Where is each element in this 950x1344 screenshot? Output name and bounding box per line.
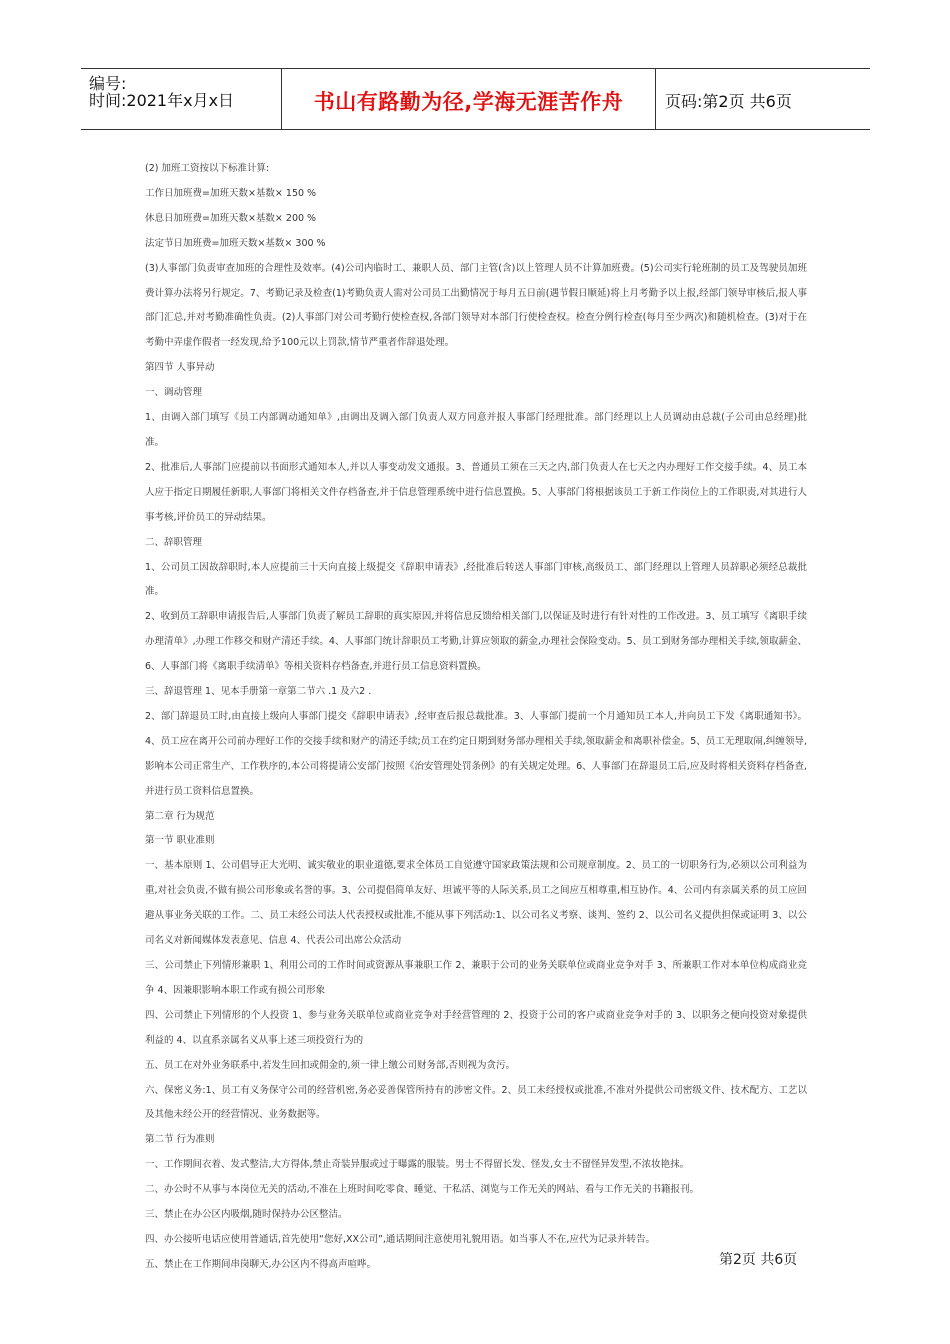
paragraph: 三、辞退管理 1、见本手册第一章第二节六 .1 及六2 . (145, 686, 372, 698)
paragraph: 休息日加班费=加班天数×基数× 200 % (145, 212, 317, 224)
paragraph: 法定节日加班费=加班天数×基数× 300 % (145, 237, 326, 249)
paragraph: (3)人事部门负责审查加班的合理性及效率。(4)公司内临时工、兼职人员、部门主管(含)以上管理人员不计算加班费。(5)公司实行轮班制的员工及驾驶员加班费计算办法将另行规定。7、考勤记录及检查(1)考勤负责人需对公司员工出勤情况于每月五日前(遇节假日顺延)将上月考勤予以上报,经部门领导审核后,报人事部门汇总,并对考勤准确性负责。(2)人事部门对公司考勤行使检查权,各部门领导对本部门行使检查权。检查分例行检查(每月至少两次)和随机检查。(3)对于在考勤中弄虚作假者一经发现,给予100元以上罚款,情节严重者作辞退处理。 (145, 262, 807, 349)
paragraph: (2) 加班工资按以下标准计算: (145, 163, 270, 174)
paragraph: 四、办公接听电话应使用普通话,首先使用“您好,XX公司”,通话期间注意使用礼貌用语。如当事人不在,应代为记录并转告。 (145, 1233, 655, 1245)
paragraph: 2、收到员工辞职申请报告后,人事部门负责了解员工辞职的真实原因,并将信息反馈给相关部门,以保证及时进行有针对性的工作改进。3、员工填写《离职手续办理清单》,办理工作移交和财产清还手续。4、人事部门统计辞职员工考勤,计算应领取的薪金,办理社会保险变动。5、员工到财务部办理相关手续,领取薪金、6、人事部门将《离职手续清单》等相关资料存档备查,并进行员工信息资料置换。 (145, 611, 807, 673)
paragraph: 三、公司禁止下列情形兼职 1、利用公司的工作时间或资源从事兼职工作 2、兼职于公司的业务关联单位或商业竞争对手 3、所兼职工作对本单位构成商业竞争 4、因兼职影响本职工作或有损公司形象 (145, 960, 807, 996)
chapter-heading: 第二章 行为规范 (145, 810, 215, 822)
section-heading: 第四节 人事异动 (145, 362, 215, 374)
paragraph: 二、办公时不从事与本岗位无关的活动,不准在上班时间吃零食、睡觉、干私活、浏览与工作无关的网站、看与工作无关的书籍报刊。 (145, 1184, 700, 1196)
paragraph: 一、基本原则 1、公司倡导正大光明、诚实敬业的职业道德,要求全体员工自觉遵守国家政策法规和公司规章制度。2、员工的一切职务行为,必须以公司利益为重,对社会负责,不做有损公司形象或名誉的事。3、公司提倡简单友好、坦诚平等的人际关系,员工之间应互相尊重,相互协作。4、公司内有亲属关系的员工应回避从事业务关联的工作。二、员工未经公司法人代表授权或批准,不能从事下列活动:1、以公司名义考察、谈判、签约 2、以公司名义提供担保或证明 3、以公司名义对新闻媒体发表意见、信息 4、代表公司出席公众活动 (145, 860, 807, 947)
paragraph: 四、公司禁止下列情形的个人投资 1、参与业务关联单位或商业竞争对手经营管理的 2、投资于公司的客户或商业竞争对手的 3、以职务之便向投资对象提供利益的 4、以直系亲属名义从事上述三项投资行为的 (145, 1009, 807, 1046)
paragraph: 2、批准后,人事部门应提前以书面形式通知本人,并以人事变动发文通报。3、普通员工须在三天之内,部门负责人在七天之内办理好工作交接手续。4、员工本人应于指定日期履任新职,人事部门将相关文件存档备查,并于信息管理系统中进行信息置换。5、人事部门将根据该员工于新工作岗位上的工作职责,对其进行人事考核,评价员工的异动结果。 (145, 461, 807, 523)
paragraph: 一、工作期间衣着、发式整洁,大方得体,禁止奇装异服或过于曝露的服装。男士不得留长发、怪发,女士不留怪异发型,不浓妆艳抹。 (145, 1159, 690, 1171)
paragraph: 2、部门辞退员工时,由直接上级向人事部门提交《辞职申请表》,经审查后报总裁批准。3、人事部门提前一个月通知员工本人,并向员工下发《离职通知书》。4、员工应在离开公司前办理好工作的交接手续和财产的清还手续;员工在约定日期到财务部办理相关手续,领取薪金和离职补偿金。5、员工无理取闹,纠缠领导,影响本公司正常生产、工作秩序的,本公司将提请公安部门按照《治安管理处罚条例》的有关规定处理。6、人事部门在辞退员工后,应及时将相关资料存档备查,并进行员工资料信息置换。 (145, 710, 807, 797)
section-heading: 第一节 职业准则 (145, 835, 215, 847)
serial-number-label: 编号: (89, 74, 127, 93)
header-page-label: 页码:第2页 共6页 (665, 92, 792, 111)
paragraph: 工作日加班费=加班天数×基数× 150 % (145, 187, 317, 199)
paragraph: 五、员工在对外业务联系中,若发生回扣或佣金的,须一律上缴公司财务部,否则视为贪污。 (145, 1059, 516, 1071)
header-left-cell (81, 69, 281, 129)
section-heading: 第二节 行为准则 (145, 1134, 215, 1146)
header-right-cell (655, 69, 870, 129)
paragraph: 三、禁止在办公区内吸烟,随时保持办公区整洁。 (145, 1209, 348, 1221)
subsection-heading: 二、辞职管理 (145, 536, 203, 548)
header-motto-cell (281, 69, 656, 129)
subsection-heading: 一、调动管理 (145, 387, 203, 399)
document-body (145, 157, 807, 1278)
paragraph: 1、公司员工因故辞职时,本人应提前三十天向直接上级提交《辞职申请表》,经批准后转送人事部门审核,高级员工、部门经理以上管理人员辞职必须经总裁批准。 (145, 561, 807, 598)
paragraph: 1、由调入部门填写《员工内部调动通知单》,由调出及调入部门负责人双方同意并报人事部门经理批准。部门经理以上人员调动由总裁(子公司由总经理)批准。 (145, 412, 807, 448)
paragraph: 五、禁止在工作期间串岗聊天,办公区内不得高声喧哗。 (145, 1258, 377, 1270)
date-label: 时间:2021年x月x日 (89, 91, 235, 110)
page-header (81, 68, 870, 130)
paragraph: 六、保密义务:1、员工有义务保守公司的经营机密,务必妥善保管所持有的涉密文件。2、员工未经授权或批准,不准对外提供公司密级文件、技术配方、工艺以及其他未经公开的经营情况、业务数据等。 (145, 1084, 807, 1121)
page-footer: 第2页 共6页 (719, 1252, 798, 1268)
header-motto: 书山有路勤为径,学海无涯苦作舟 (313, 90, 624, 114)
